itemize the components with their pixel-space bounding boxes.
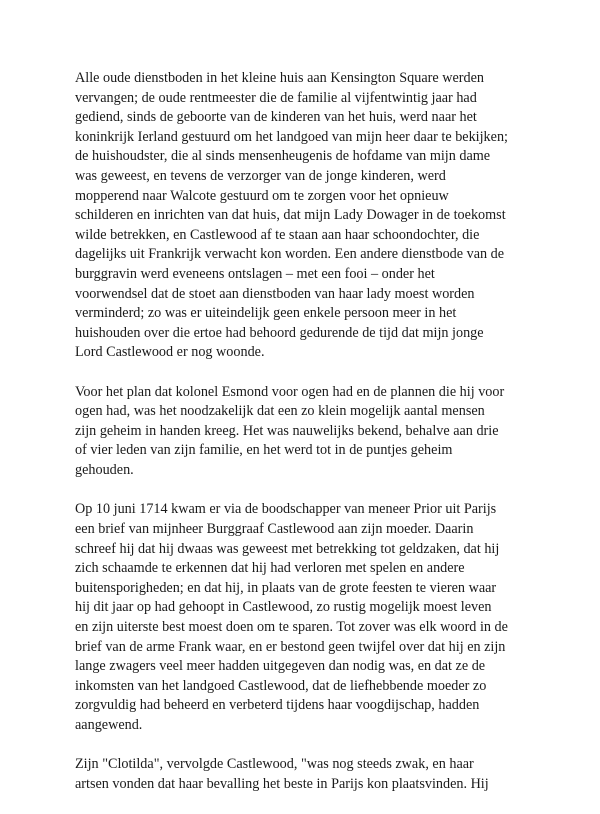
text-line: vervangen; de oude rentmeester die de familie al vijfentwintig jaar had — [75, 89, 477, 106]
text-line: gediend, sinds de geboorte van de kinderen van het huis, werd naar het — [75, 109, 477, 126]
text-line: brief van de arme Frank waar, en er bestond geen twijfel over dat hij en zijn — [75, 638, 506, 655]
text-line: dagelijks uit Frankrijk verwacht kon worden. Een andere dienstbode van de — [75, 246, 505, 263]
text-line: verminderd; zo was er uiteindelijk geen enkele persoon meer in het — [75, 305, 457, 322]
body-text — [75, 69, 543, 814]
text-line: Alle oude dienstboden in het kleine huis aan Kensington Square werden — [75, 70, 484, 86]
text-line: lange zwagers veel meer hadden uitgegeven dan nodig was, en dat ze de — [75, 658, 486, 675]
text-line: of vier leden van zijn familie, en het werd tot in de puntjes geheim — [75, 442, 453, 459]
text-line: hij dit jaar op had gehoopt in Castlewood, zo rustig mogelijk moest leven — [75, 599, 492, 616]
text-line: schilderen en inrichten van dat huis, dat mijn Lady Dowager in de toekomst — [75, 207, 506, 224]
text-line: zich schaamde te erkennen dat hij had verloren met spelen en andere — [75, 560, 465, 577]
text-line: voorwendsel dat de stoet aan dienstboden van haar lady moest worden — [75, 285, 475, 302]
paragraph — [75, 69, 543, 363]
text-line: Op 10 juni 1714 kwam er via de boodschapper van meneer Prior uit Parijs — [75, 501, 497, 518]
text-line: burggravin werd eveneens ontslagen – met een fooi – onder het — [75, 265, 435, 282]
text-line: en zijn uiterste best moest doen om te sparen. Tot zover was elk woord in de — [75, 619, 508, 636]
text-line: koninkrijk Ierland gestuurd om het landgoed van mijn heer daar te bekijken; — [75, 128, 508, 145]
text-line: wilde betrekken, en Castlewood af te staan aan haar schoondochter, die — [75, 226, 480, 243]
paragraph — [75, 500, 543, 735]
text-line: mopperend naar Walcote gestuurd om te zorgen voor het opnieuw — [75, 187, 449, 204]
text-line: Lord Castlewood er nog woonde. — [75, 344, 265, 361]
paragraph — [75, 383, 543, 481]
text-line: buitensporigheden; en dat hij, in plaats van de grote feesten te vieren waar — [75, 579, 497, 596]
text-line: was geweest, en tevens de verzorger van de jonge kinderen, werd — [75, 167, 446, 184]
text-line: aangewend. — [75, 717, 143, 733]
text-line: schreef hij dat hij dwaas was geweest met betrekking tot geldzaken, dat hij — [75, 540, 500, 557]
text-line: Voor het plan dat kolonel Esmond voor ogen had en de plannen die hij voor — [75, 383, 505, 400]
text-line: een brief van mijnheer Burggraaf Castlewood aan zijn moeder. Daarin — [75, 521, 474, 538]
text-line: ogen had, was het noodzakelijk dat een zo klein mogelijk aantal mensen — [75, 403, 485, 420]
text-line: zorgvuldig had beheerd en verbeterd tijdens haar voogdijschap, hadden — [75, 697, 480, 714]
text-line: huishouden over die ertoe had behoord gedurende de tijd dat mijn jonge — [75, 324, 484, 341]
text-line: gehouden. — [75, 462, 134, 479]
text-line: artsen vonden dat haar bevalling het beste in Parijs kon plaatsvinden. Hij — [75, 775, 489, 792]
text-line: zijn geheim in handen kreeg. Het was nauwelijks bekend, behalve aan drie — [75, 422, 499, 439]
paragraph — [75, 755, 543, 794]
text-line: Zijn "Clotilda", vervolgde Castlewood, "was nog steeds zwak, en haar — [75, 756, 474, 773]
text-line: inkomsten van het landgoed Castlewood, dat de liefhebbende moeder zo — [75, 677, 487, 694]
text-line: de huishoudster, die al sinds mensenheugenis de hofdame van mijn dame — [75, 148, 491, 165]
